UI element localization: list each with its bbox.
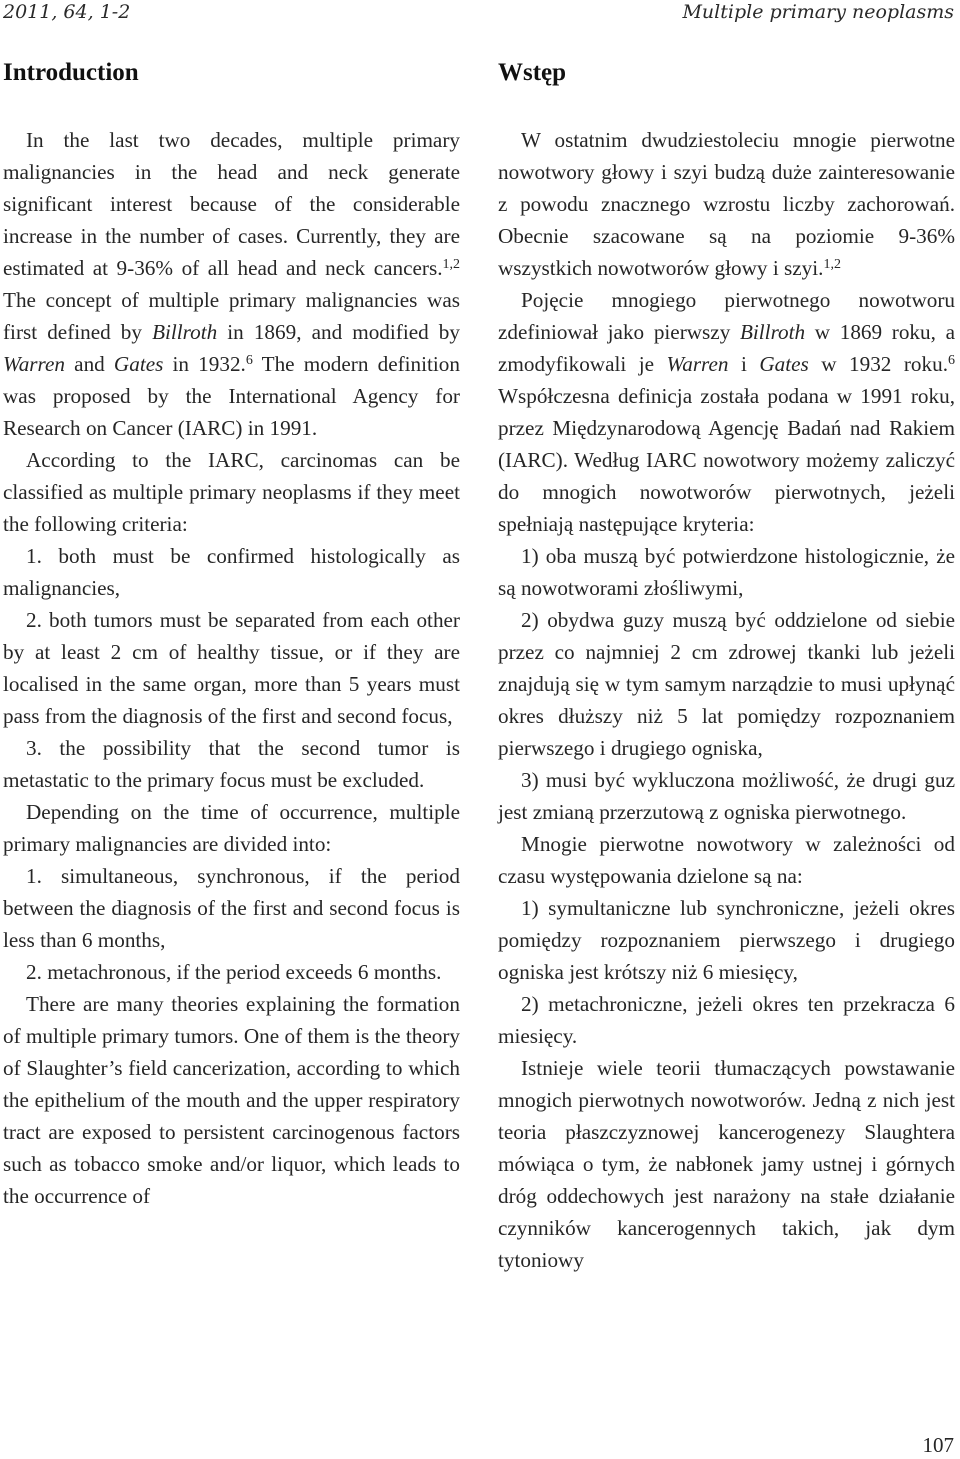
text-run: w 1932 roku. <box>808 352 948 376</box>
text-run: 1) symultaniczne lub synchroniczne, jeżeli okres pomiędzy rozpoznaniem pierwszego i drugiego ogniska jest krótszy niż 6 miesięcy, <box>498 896 955 984</box>
text-run: 2. metachronous, if the period exceeds 6 months. <box>26 960 442 984</box>
polish-paragraph <box>498 124 955 284</box>
text-run: 1. simultaneous, synchronous, if the period between the diagnosis of the first and second focus is less than 6 months, <box>3 864 460 952</box>
running-head-left: 2011, 64, 1-2 <box>3 1 131 23</box>
text-run: 1. both must be confirmed histologically as malignancies, <box>3 544 460 600</box>
text-run: 2) obydwa guzy muszą być oddzielone od siebie przez co najmniej 2 cm zdrowej tkanki lub jeżeli znajdują się w tym samym narządzie to musi upłynąć okres dłuższy niż 5 lat pomiędzy rozpoznaniem pierwszego i drugiego ogniska, <box>498 608 955 760</box>
italic-name: Gates <box>759 352 809 376</box>
english-list-item <box>3 956 460 988</box>
polish-list-item <box>498 892 955 988</box>
text-run: i <box>728 352 760 376</box>
polish-paragraph <box>498 828 955 892</box>
italic-name: Warren <box>3 352 65 376</box>
text-run: Depending on the time of occurrence, multiple primary malignancies are divided into: <box>3 800 460 856</box>
polish-column <box>498 58 955 1276</box>
italic-name: Billroth <box>152 320 218 344</box>
citation-superscript: 6 <box>948 353 955 368</box>
page-number: 107 <box>922 1433 954 1457</box>
text-run: 3) musi być wykluczona możliwość, że drugi guz jest zmianą przerzutową z ogniska pierwotnego. <box>498 768 955 824</box>
text-run: 3. the possibility that the second tumor is metastatic to the primary focus must be excluded. <box>3 736 460 792</box>
text-run: 2) metachroniczne, jeżeli okres ten przekracza 6 miesięcy. <box>498 992 955 1048</box>
italic-name: Gates <box>113 352 164 376</box>
english-paragraph <box>3 444 460 540</box>
text-run: There are many theories explaining the formation of multiple primary tumors. One of them is the theory of Slaughter’s field cancerization, according to which the epithelium of the mouth and the upper respiratory tract are exposed to persistent carcinogenous factors such as tobacco smoke and/or liquor, which leads to the occurrence of <box>3 992 460 1208</box>
text-run: According to the IARC, carcinomas can be classified as multiple primary neoplasms if they meet the following criteria: <box>3 448 460 536</box>
english-paragraph <box>3 124 460 444</box>
text-run: In the last two decades, multiple primary malignancies in the head and neck generate significant interest because of the considerable increase in the number of cases. Currently, they are estimated at 9-36% of all head and neck cancers. <box>3 128 460 280</box>
english-list-item <box>3 860 460 956</box>
polish-section-heading: Wstęp <box>498 59 567 86</box>
polish-paragraph <box>498 1052 955 1276</box>
polish-list-item <box>498 604 955 764</box>
citation-superscript: 1,2 <box>442 257 460 272</box>
text-run: 1) oba muszą być potwierdzone histologicznie, że są nowotworami złośliwymi, <box>498 544 955 600</box>
polish-list-item <box>498 540 955 604</box>
running-head-right: Multiple primary neoplasms <box>682 1 954 23</box>
text-run: in 1869, and modified by <box>217 320 460 344</box>
text-run: Współczesna definicja została podana w 1991 roku, przez Międzynarodową Agencję Badań nad Rakiem (IARC). Według IARC nowotwory możemy zaliczyć do mnogich nowotworów pierwotnych, jeżeli spełniają następujące kryteria: <box>498 384 955 536</box>
text-run: The modern definition was proposed by the International Agency for Research on Cancer (IARC) in 1991. <box>3 352 460 440</box>
text-run: 2. both tumors must be separated from each other by at least 2 cm of healthy tissue, or if they are localised in the same organ, more than 5 years must pass from the diagnosis of the first and second focus, <box>3 608 460 728</box>
text-run: in 1932. <box>163 352 246 376</box>
polish-paragraph <box>498 284 955 540</box>
english-section-heading: Introduction <box>3 59 139 86</box>
text-run: The concept of multiple primary malignancies was first defined by <box>3 288 460 344</box>
polish-body <box>498 124 955 1276</box>
english-body <box>3 124 460 1212</box>
english-list-item <box>3 604 460 732</box>
english-paragraph <box>3 796 460 860</box>
text-run: Pojęcie mnogiego pierwotnego nowotworu zdefiniował jako pierwszy <box>498 288 955 344</box>
text-run: w 1869 roku, a zmodyfikowali je <box>498 320 955 376</box>
citation-superscript: 6 <box>245 353 253 368</box>
text-run: and <box>65 352 114 376</box>
polish-list-item <box>498 764 955 828</box>
italic-name: Warren <box>666 352 729 376</box>
polish-list-item <box>498 988 955 1052</box>
english-list-item <box>3 732 460 796</box>
english-list-item <box>3 540 460 604</box>
text-run: Mnogie pierwotne nowotwory w zależności od czasu występowania dzielone są na: <box>498 832 955 888</box>
text-run: Istnieje wiele teorii tłumaczących powstawanie mnogich pierwotnych nowotworów. Jedną z nich jest teoria płaszczyznowej kancerogenezy Slaughtera mówiąca o tym, że nabłonek jamy ustnej i górnych dróg oddechowych jest narażony na stałe działanie czynników kancerogennych takich, jak dym tytoniowy <box>498 1056 955 1272</box>
text-run: W ostatnim dwudziestoleciu mnogie pierwotne nowotwory głowy i szyi budzą duże zainteresowanie z powodu znacznego wzrostu liczby zachorowań. Obecnie szacowane są na poziomie 9-36% wszystkich nowotworów głowy i szyi. <box>498 128 955 280</box>
english-paragraph <box>3 988 460 1212</box>
citation-superscript: 1,2 <box>823 257 841 272</box>
italic-name: Billroth <box>739 320 806 344</box>
english-column <box>3 58 460 1212</box>
